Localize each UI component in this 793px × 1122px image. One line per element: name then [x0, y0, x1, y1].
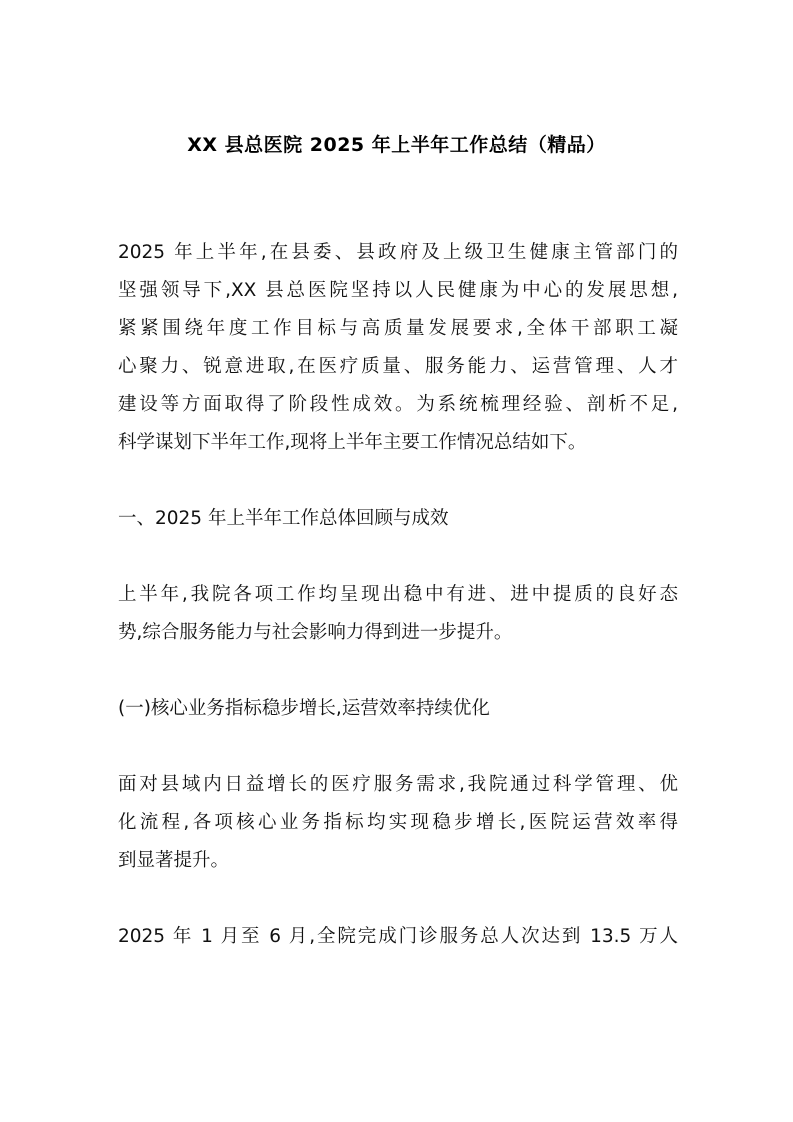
document-title: XX 县总医院 2025 年上半年工作总结（精品） [187, 134, 606, 156]
intro-line-6: 科学谋划下半年工作,现将上半年主要工作情况总结如下。 [118, 432, 587, 453]
subsection-line-2: 化流程,各项核心业务指标均实现稳步增长,医院运营效率得 [118, 812, 678, 833]
stats-line: 2025 年 1 月至 6 月,全院完成门诊服务总人次达到 13.5 万人 [118, 926, 678, 947]
section-line-1: 上半年,我院各项工作均呈现出稳中有进、进中提质的良好态 [118, 584, 678, 605]
intro-line-1: 2025 年上半年,在县委、县政府及上级卫生健康主管部门的 [118, 242, 678, 263]
subsection-line-3: 到显著提升。 [118, 850, 230, 871]
intro-line-5: 建设等方面取得了阶段性成效。为系统梳理经验、剖析不足, [118, 394, 678, 415]
intro-line-2: 坚强领导下,XX 县总医院坚持以人民健康为中心的发展思想, [118, 280, 678, 301]
subsection-line-1: 面对县域内日益增长的医疗服务需求,我院通过科学管理、优 [118, 774, 678, 795]
section-heading: 一、2025 年上半年工作总体回顾与成效 [118, 508, 449, 529]
intro-line-3: 紧紧围绕年度工作目标与高质量发展要求,全体干部职工凝 [118, 318, 678, 339]
section-line-2: 势,综合服务能力与社会影响力得到进一步提升。 [118, 622, 513, 643]
subsection-heading: (一)核心业务指标稳步增长,运营效率持续优化 [118, 698, 490, 719]
intro-line-4: 心聚力、锐意进取,在医疗质量、服务能力、运营管理、人才 [118, 356, 678, 377]
